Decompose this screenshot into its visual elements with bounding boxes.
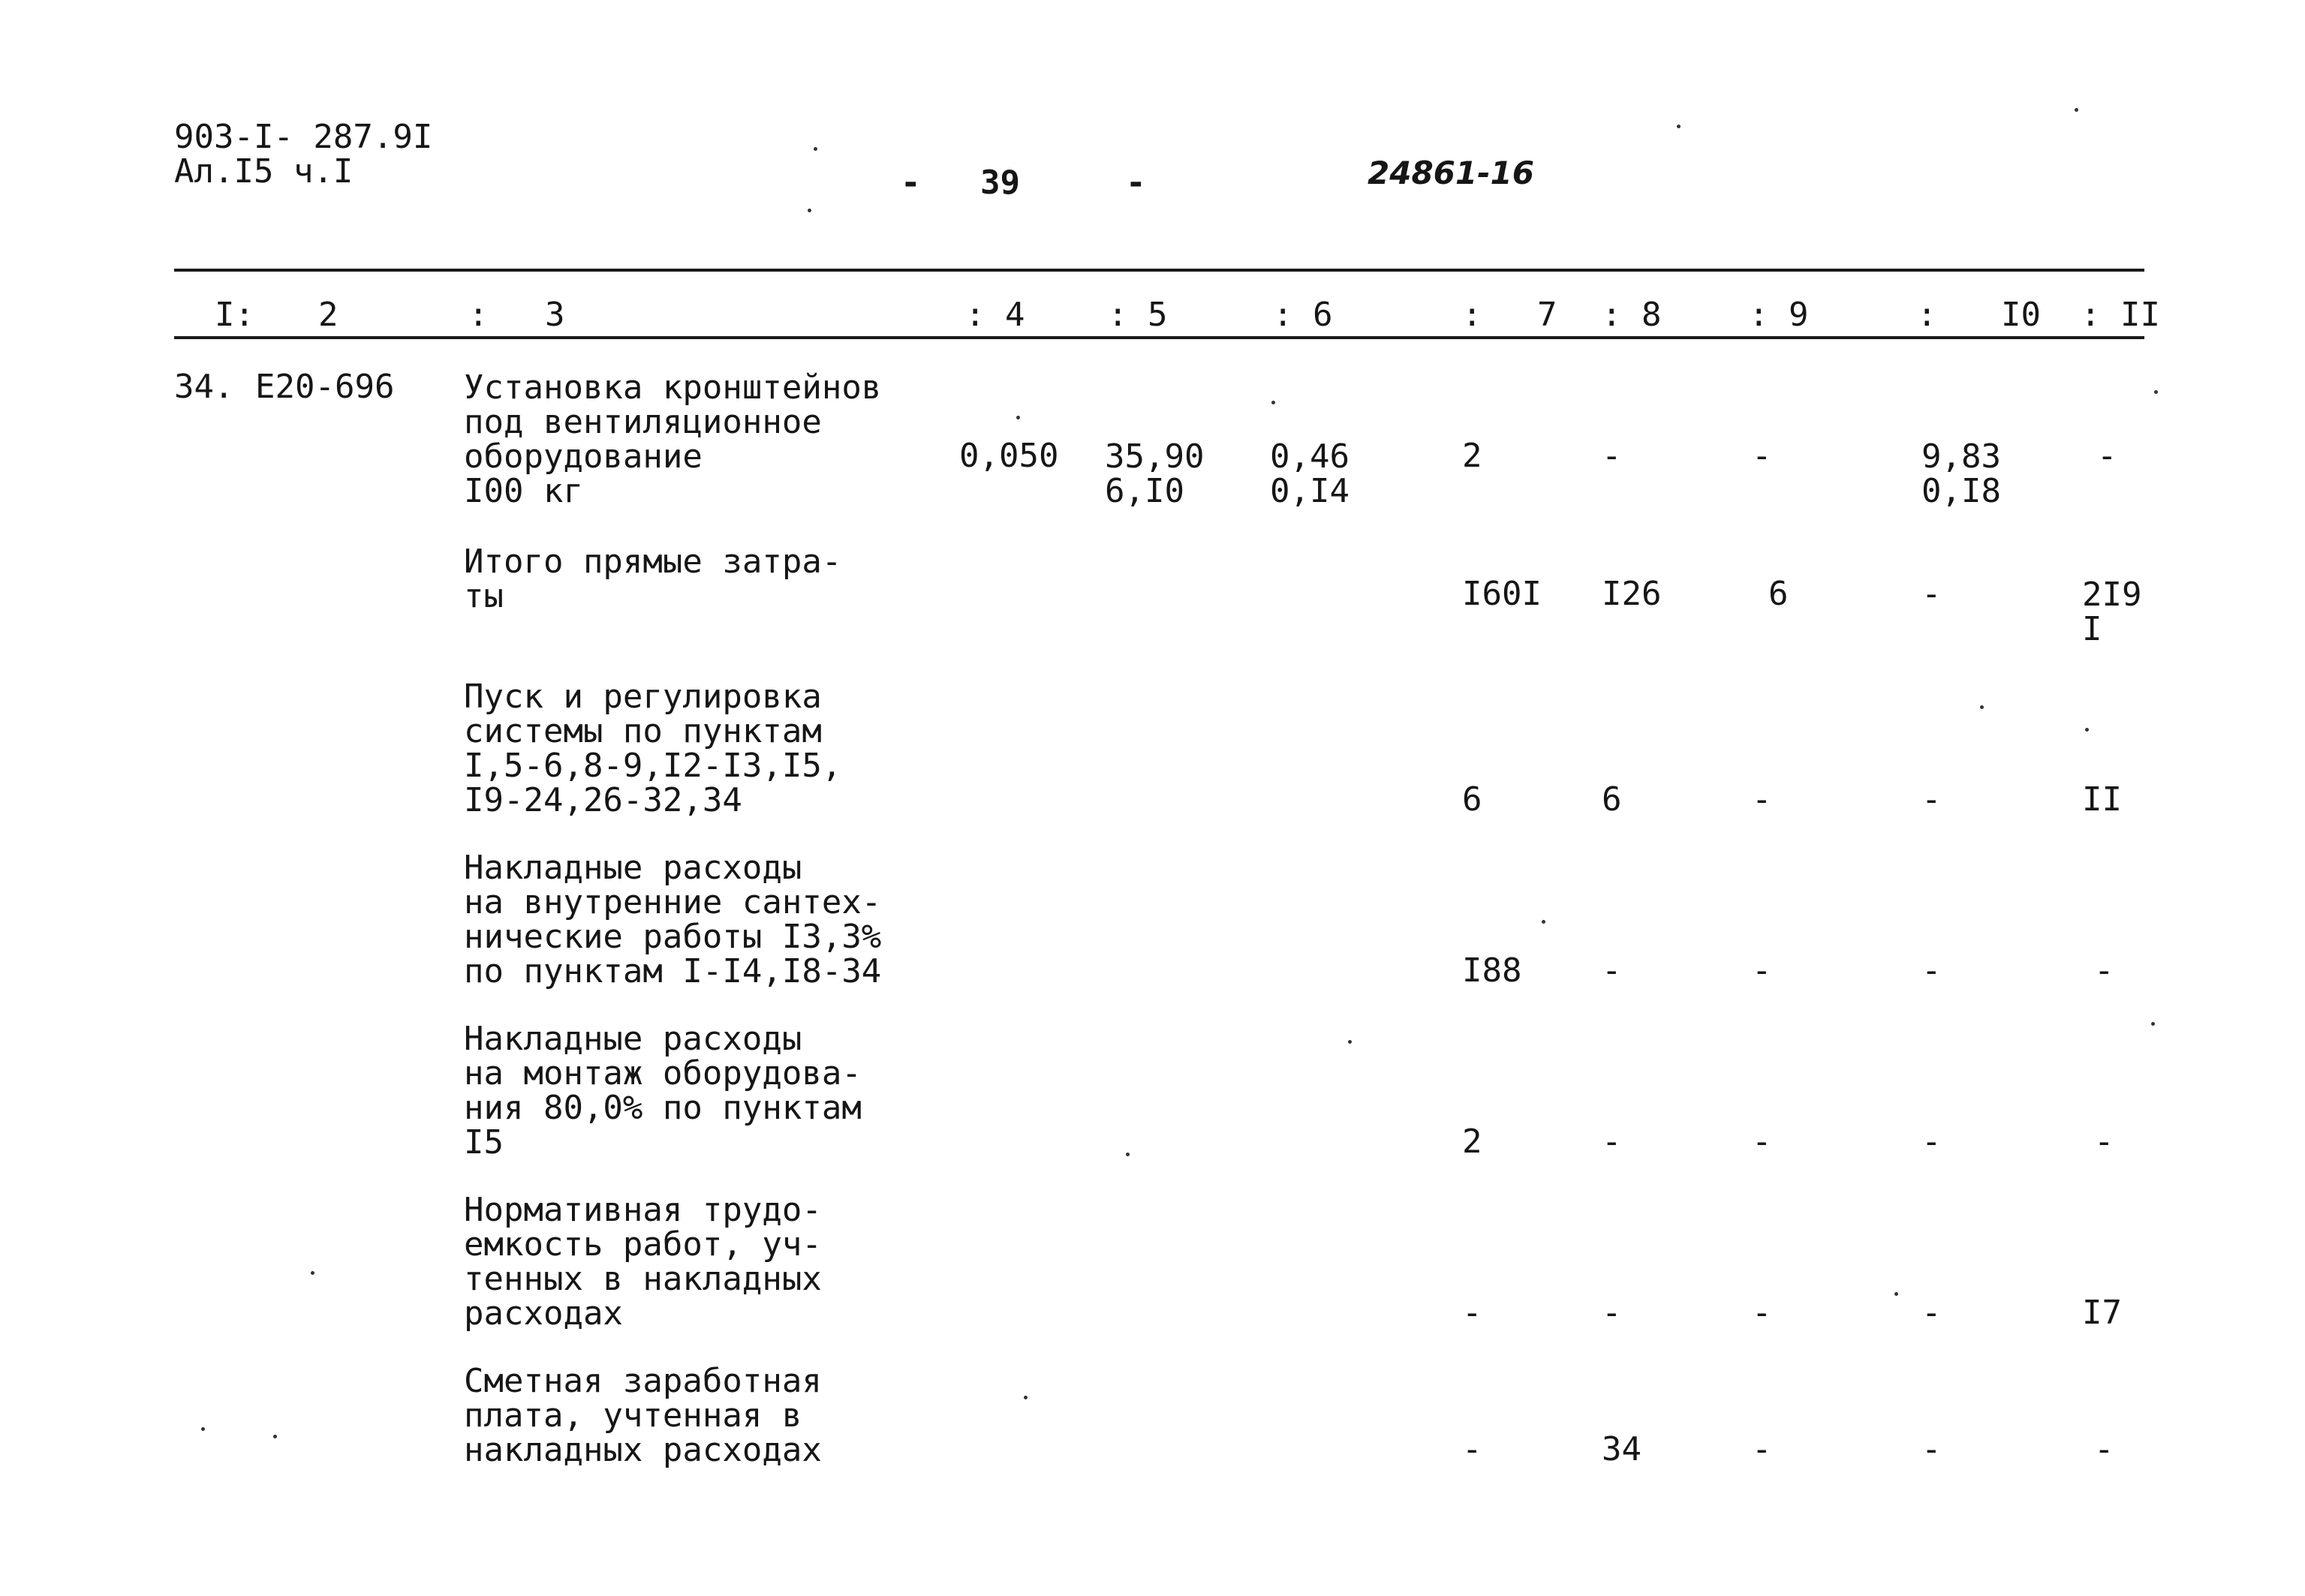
cell-col8: 6 xyxy=(1602,780,1622,819)
scan-speck xyxy=(273,1435,277,1438)
row-description: Итого прямые затра- ты xyxy=(464,543,842,615)
column-header-7: 7 xyxy=(1537,296,1557,334)
column-header-6: : 6 xyxy=(1273,296,1333,334)
scan-speck xyxy=(1024,1396,1028,1399)
cell-col7: I88 xyxy=(1462,951,1522,990)
scan-speck xyxy=(1894,1292,1898,1296)
cell-col9: - xyxy=(1752,1123,1772,1161)
row-description: Нормативная трудо- емкость работ, уч- тенных в накладных расходах xyxy=(464,1191,822,1333)
cell-col8: - xyxy=(1602,951,1622,990)
scan-speck xyxy=(1271,401,1275,404)
column-header-8: : 8 xyxy=(1602,296,1662,334)
cell-col11: - xyxy=(2097,437,2117,475)
cell-col11: - xyxy=(2094,951,2114,990)
table-top-rule xyxy=(174,269,2144,272)
cell-col8: - xyxy=(1602,1294,1622,1332)
cell-col8: - xyxy=(1602,437,1622,475)
cell-col5: 35,90 6,I0 xyxy=(1105,437,1205,510)
scan-speck xyxy=(1126,1153,1130,1156)
scan-speck xyxy=(201,1427,205,1431)
scan-speck xyxy=(2085,728,2089,732)
row-description: Накладные расходы на внутренние сантех- нические работы I3,3% по пунктам I-I4,I8-34 xyxy=(464,849,882,990)
column-header-5: : 5 xyxy=(1108,296,1168,334)
cell-col11: II xyxy=(2082,780,2122,819)
row-number: 34. xyxy=(174,368,234,406)
cell-col8: 34 xyxy=(1602,1430,1641,1468)
cell-col8: - xyxy=(1602,1123,1622,1161)
cell-col10: - xyxy=(1921,575,1942,613)
document-code xyxy=(174,120,432,189)
cell-col10: - xyxy=(1921,1430,1942,1468)
cell-col10: - xyxy=(1921,1294,1942,1332)
cell-col11: I7 xyxy=(2082,1294,2122,1332)
document-code-line1: 903-I- 287.9I xyxy=(174,118,433,156)
scan-speck xyxy=(2154,390,2158,394)
row-description: Сметная заработная плата, учтенная в накладных расходах xyxy=(464,1362,822,1469)
cell-col11: 2I9 I xyxy=(2082,576,2142,648)
scan-speck xyxy=(1348,1040,1352,1044)
cell-col4: 0,050 xyxy=(959,437,1059,475)
cell-col11: - xyxy=(2094,1430,2114,1468)
cell-col10: - xyxy=(1921,951,1942,990)
scan-speck xyxy=(808,209,811,212)
row-description: Накладные расходы на монтаж оборудова- ния 80,0% по пунктам I5 xyxy=(464,1020,862,1162)
cell-col7: - xyxy=(1462,1294,1482,1332)
cell-col9: - xyxy=(1752,780,1772,819)
scan-speck xyxy=(311,1271,314,1275)
cell-col10: - xyxy=(1921,780,1942,819)
cell-col7: 2 xyxy=(1462,1123,1482,1161)
cell-col9: - xyxy=(1752,951,1772,990)
column-header-sep-10: : xyxy=(1917,296,1937,334)
cell-col7: 6 xyxy=(1462,780,1482,819)
cell-col7: 2 xyxy=(1462,437,1482,475)
scan-speck xyxy=(1542,920,1545,924)
scan-speck xyxy=(1016,416,1020,419)
column-header-sep-7: : xyxy=(1462,296,1482,334)
archive-number: 24861-16 xyxy=(1368,155,1534,191)
cell-col9: 6 xyxy=(1768,575,1789,613)
cell-col9: - xyxy=(1752,437,1772,475)
table-header-rule xyxy=(174,336,2144,339)
scan-speck xyxy=(814,147,817,151)
page-number: 39 xyxy=(980,164,1020,202)
column-header-1: I: xyxy=(215,296,254,334)
cell-col9: - xyxy=(1752,1294,1772,1332)
scan-speck xyxy=(2075,108,2078,112)
cell-col10: 9,83 0,I8 xyxy=(1921,437,2001,510)
column-header-11: : II xyxy=(2081,296,2160,334)
column-header-9: : 9 xyxy=(1749,296,1809,334)
scan-speck xyxy=(2151,1022,2155,1026)
scan-speck xyxy=(1980,705,1984,709)
cell-col11: - xyxy=(2094,1123,2114,1161)
column-header-4: : 4 xyxy=(965,296,1025,334)
column-header-3: 3 xyxy=(545,296,565,334)
cell-col6: 0,46 0,I4 xyxy=(1270,437,1350,510)
cell-col7: I60I xyxy=(1462,575,1542,613)
column-header-10: I0 xyxy=(2001,296,2041,334)
cell-col8: I26 xyxy=(1602,575,1662,613)
column-header-2: 2 xyxy=(318,296,339,334)
cell-col10: - xyxy=(1921,1123,1942,1161)
page-dash-right: - xyxy=(1126,164,1146,202)
document-code-line2: Ал.I5 ч.I xyxy=(174,152,354,191)
row-description: Пуск и регулировка системы по пунктам I,5-6,8-9,I2-I3,I5, I9-24,26-32,34 xyxy=(464,678,842,819)
row-description: Установка кронштейнов под вентиляционное оборудование I00 кг xyxy=(464,368,882,510)
cell-col7: - xyxy=(1462,1430,1482,1468)
scan-speck xyxy=(1677,125,1681,128)
cell-col9: - xyxy=(1752,1430,1772,1468)
row-code: Е20-696 xyxy=(255,368,395,406)
column-header-sep-3: : xyxy=(468,296,489,334)
page-dash-left: - xyxy=(901,164,921,202)
